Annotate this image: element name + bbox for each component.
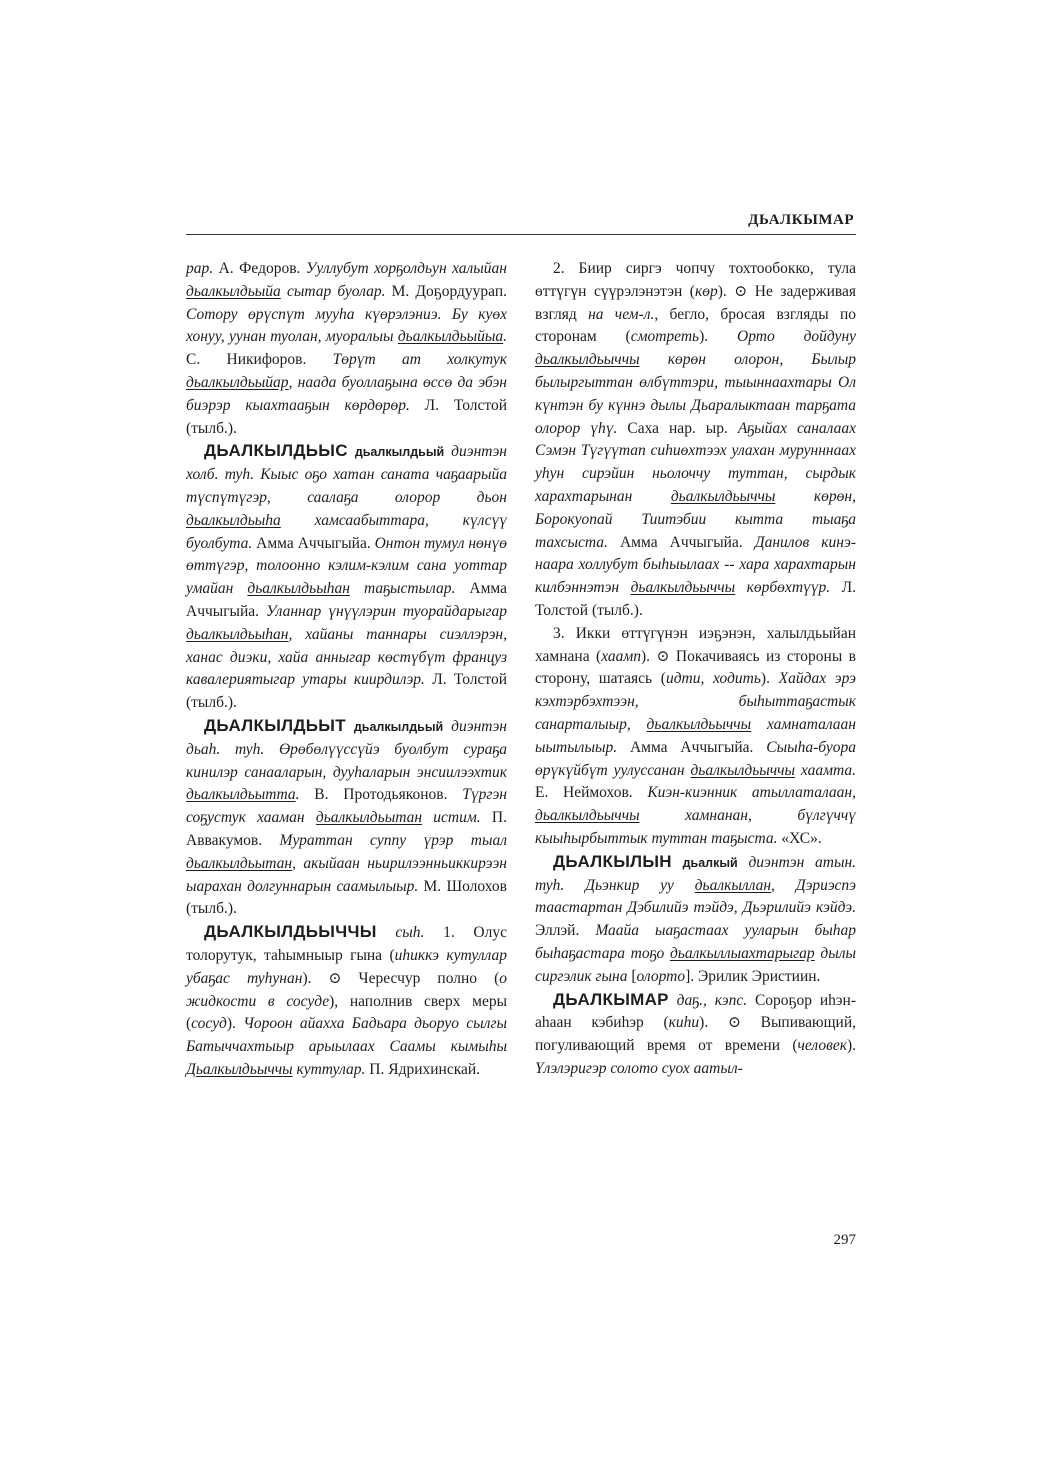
example-text: , хайаны таннары сиэллэрэн, ханас диэки, хайа анныгар көстүбүт француз кавалериятыгар утары киирдилэр. <box>186 625 507 689</box>
example-text: киһи <box>668 1014 700 1032</box>
example-text: сытар буолар. <box>280 282 386 300</box>
headword: ДЬАЛКЫМАР <box>553 989 669 1009</box>
plain-text: Л. Толстой (тылб.). <box>186 396 508 437</box>
entry-continuation <box>186 258 507 440</box>
example-text: куттулар. <box>292 1060 366 1078</box>
plain-text: ). <box>699 328 738 346</box>
plain-text: Амма Аччыгыйа. <box>186 580 507 620</box>
highlighted-example <box>647 716 752 733</box>
dictionary-entry <box>186 440 507 715</box>
plain-text: ). ⊙ Не задерживая взгляд <box>535 282 856 323</box>
source-word: дьалкылдьый <box>354 445 445 460</box>
example-text: Киэн-киэнник атыллаталаан, <box>647 784 856 802</box>
example-text: Түргэн соҕустук хааман <box>186 786 507 827</box>
plain-text: 2. Биир сиргэ чопчу тохтообокко, тула өттүгүн сүүрэлэнэтэн ( <box>535 260 856 300</box>
plain-text <box>672 854 683 871</box>
example-text: диэнтэн дьаһ. туһ. Өрөбөлүүссүйэ буолбут сураҕа кинилэр санааларын, дууһаларын энсиилээхтик <box>186 717 507 781</box>
example-text: хамсаабыттара, күлсүү буолбута. <box>186 511 507 552</box>
highlighted-word: дьалкылдьыччы <box>690 761 796 779</box>
plain-text: Л. Толстой (тылб.). <box>535 579 856 619</box>
example-text: Аҕыйах саналаах Сэмэн Түгүүтап сиһиөхтээх улахан мурунннаах уһун сирэйин ньолоччу туттан, сырдык харахтарынан <box>535 419 857 505</box>
header-rule <box>186 234 856 235</box>
highlighted-example <box>631 579 736 596</box>
highlighted-word: Дьалкылдьыччы <box>186 1060 293 1078</box>
example-text: , наада буоллаҕына өссө да эбэн биэрэр кыахтааҕын көрдөрөр. <box>186 373 507 414</box>
headword: ДЬАЛКЫЛДЬЫТ <box>204 715 346 735</box>
example-text: Сотору өрүспүт мууһа күөрэлэниэ. Бу куөх хонуу, уунан туолан, муоралыы <box>186 305 507 346</box>
running-head: ДЬАЛКЫМАР <box>748 212 854 228</box>
example-text: көрбөхтүүр. <box>735 579 831 597</box>
plain-text: ). <box>226 1015 244 1033</box>
highlighted-word: дьалкылдьытта <box>186 786 296 804</box>
plain-text: Е. Неймохов. <box>535 784 648 802</box>
plain-text: В. Протодьяконов. <box>299 786 463 804</box>
highlighted-word: дьалкылдьыйыа <box>397 328 504 346</box>
example-text: диэнтэн атын. туһ. Дьэнкир уу <box>535 853 857 894</box>
plain-text: ). <box>760 670 779 688</box>
example-text: Ууллубут хорҕолдьун халыйан <box>305 260 507 277</box>
example-text: Уланнар үнүүлэрин туорайдарыгар <box>266 602 507 620</box>
highlighted-example <box>186 374 289 391</box>
example-text: истим. <box>422 809 481 827</box>
highlighted-word: дьалкылдьытан <box>315 809 423 827</box>
plain-text: Амма Аччыгыйа. <box>252 534 375 552</box>
highlighted-word: дьалкылдьыччы <box>535 807 640 825</box>
example-text: Сыыһа-буора өрүкүйбүт уулуссанан <box>535 738 856 779</box>
example-text: Орто дойдуну <box>737 328 857 346</box>
example-text: смотреть <box>630 328 700 346</box>
plain-text: «ХС». <box>777 829 822 847</box>
plain-text: Амма Аччыгыйа. <box>607 533 755 551</box>
dictionary-entry <box>186 921 507 1082</box>
plain-text: А. Федоров. <box>213 260 306 277</box>
example-text: Онтон тумул нөнүө өттүгэр, толооннo кэлим-кэлим сана уоттар умайан <box>186 534 507 598</box>
highlighted-word: дьалкыллыахтарыгар <box>669 944 815 962</box>
highlighted-example <box>186 1061 293 1078</box>
highlighted-example <box>535 807 640 824</box>
example-text: Чороон айахха Бадьара дьоруо сылгы Батыччахтыыр арыылаах Саамы кымыһы <box>186 1015 507 1056</box>
dictionary-entry <box>535 258 856 623</box>
dictionary-entry <box>186 715 507 921</box>
plain-text: , бегло, бросая взгляды по сторонам ( <box>535 305 856 346</box>
headword: ДЬАЛКЫЛДЬЫС <box>204 441 348 461</box>
plain-text: Сороҕор иһэн-аһаан кэбиһэр ( <box>535 991 856 1032</box>
highlighted-word: дьалкылдьытан <box>186 854 293 872</box>
highlighted-word: дьалкылдьыччы <box>630 579 736 597</box>
highlighted-word: дьалкылдьыһан <box>186 625 289 643</box>
highlighted-word: дьалкылдьыччы <box>535 351 640 369</box>
highlighted-example <box>316 809 422 826</box>
example-text: Данилов кинэ-наара холлубут быһыылаах -- хара харахтарын килбэннэтэн <box>535 533 856 597</box>
highlighted-example <box>247 580 350 597</box>
example-text: Хайдах эрэ кэхтэрбэхтээн, быһыттаҕастык санарталыыр, <box>535 670 856 733</box>
example-text: рар. <box>186 260 214 277</box>
highlighted-word: дьалкылдьыйар <box>186 373 289 391</box>
plain-text: ). <box>846 1037 856 1055</box>
example-text: Мураттан суппу үрэр тыал <box>279 831 507 849</box>
headword: ДЬАЛКЫЛЫН <box>553 851 672 871</box>
example-text: олорто <box>636 967 686 985</box>
plain-text: 3. Икки өттүгүнэн иэҕэнэн, халылдьыйан хамнана ( <box>535 624 856 665</box>
example-text: таҕыстылар. <box>349 580 456 598</box>
source-word: дьалкылдьый <box>353 719 444 734</box>
example-text: хаамп <box>601 647 642 665</box>
plain-text: Л. Толстой (тылб.). <box>186 671 507 712</box>
plain-text: Эллэй. <box>535 922 596 940</box>
dictionary-entry <box>535 989 856 1081</box>
page-number: 297 <box>833 1232 856 1248</box>
highlighted-example <box>695 877 771 894</box>
plain-text: 1. Олус толорутук, таһымныыр гына ( <box>186 924 507 964</box>
plain-text: [ <box>627 967 637 985</box>
highlighted-example <box>186 855 292 872</box>
plain-text: ). ⊙ Покачиваясь из стороны в сторону, шатаясь ( <box>535 647 856 688</box>
plain-text: М. Шолохов (тылб.). <box>186 877 507 918</box>
right-column <box>535 258 856 1081</box>
example-text: хамнанан, бүлгүччү кыыһырбыттык туттан таҕыста. <box>535 807 856 847</box>
example-text: Маайа ыаҕастаах ууларын быһар быһаҕастара тоҕо <box>535 922 856 962</box>
plain-text <box>346 718 354 735</box>
headword: ДЬАЛКЫЛДЬЫЧЧЫ <box>204 922 377 942</box>
example-text: иһиккэ кутуллар убаҕас туһунан <box>186 946 507 987</box>
plain-text: ), наполнив сверх меры ( <box>186 992 507 1033</box>
plain-text: ]. Эрилик Эристиин. <box>685 967 821 985</box>
example-text: хаамта. <box>795 761 856 779</box>
example-text: человек <box>797 1037 847 1055</box>
highlighted-example <box>186 512 281 529</box>
plain-text: М. Доҕордуурап. <box>385 282 507 300</box>
plain-text: Амма Аччыгыйа. <box>617 738 767 756</box>
example-text: . <box>503 328 507 346</box>
highlighted-example <box>690 762 795 779</box>
example-text: хамнаталаан ыытылыыр. <box>535 715 856 756</box>
example-text: көрөн олорон, Былыр былыргыттан өлбүттэри, тыыннаахтары Ол күнтэн бу күннэ дылы Дьаралыктаан тарҕата олорор үһү. <box>535 351 856 437</box>
highlighted-example <box>398 328 503 345</box>
plain-text: С. Никифоров. <box>186 351 333 369</box>
example-text: , акыйаан ньирилээнньиккирээн ыарахан долгуннарын саамылыыр. <box>186 854 507 895</box>
highlighted-word: дьалкыллан <box>694 876 772 894</box>
example-text: көр <box>694 282 718 300</box>
dictionary-entry <box>535 623 856 851</box>
dictionary-entry <box>535 851 856 989</box>
example-text: дылы сиргэлик гына <box>535 944 856 985</box>
highlighted-example <box>671 488 776 505</box>
example-text: даҕ., кэпс. <box>668 991 748 1009</box>
example-text: сыһ. <box>376 924 425 942</box>
example-text: . <box>295 786 300 804</box>
example-text: көрөн, Борокуопай Тиитэбии кытта тыаҕа тахсыста. <box>535 487 856 551</box>
highlighted-example <box>186 786 296 803</box>
example-text: , Дэриэспэ таастартан Дэбилийэ тэйдэ, Дьэрилийэ кэйдэ. <box>535 876 856 917</box>
plain-text: П. Аввакумов. <box>186 809 507 849</box>
plain-text: ). ⊙ Выпивающий, погуливающий время от времени ( <box>535 1014 856 1055</box>
highlighted-example <box>670 945 815 962</box>
highlighted-word: дьалкылдьыччы <box>670 487 776 505</box>
highlighted-example <box>186 283 281 300</box>
example-text: Төрүт ат холкутук <box>332 351 507 369</box>
example-text: идти, ходить <box>665 670 761 688</box>
example-text: сосуд <box>191 1015 227 1033</box>
highlighted-example <box>535 351 640 368</box>
highlighted-word: дьалкылдьыһа <box>186 511 281 529</box>
example-text: на чем-л. <box>588 305 655 323</box>
left-column <box>186 258 507 1082</box>
plain-text <box>348 443 355 460</box>
example-text: диэнтэн холб. туһ. Кыыс оҕо хатан саната чаҕаарыйа түспүтүгэр, саалаҕа олорор дьон <box>186 443 507 506</box>
plain-text: ). ⊙ Чересчур полно ( <box>302 969 500 987</box>
highlighted-word: дьалкылдьыһан <box>247 580 350 598</box>
example-text: Үлэлэригэр солото суох аатыл- <box>535 1059 743 1077</box>
source-word: дьалкый <box>682 855 738 870</box>
plain-text: Саха нар. ыр. <box>617 419 738 437</box>
example-text: о жидкости в сосуде <box>186 969 508 1010</box>
highlighted-example <box>186 626 289 643</box>
highlighted-word: дьалкылдьыйа <box>186 282 281 300</box>
highlighted-word: дьалкылдьыччы <box>646 715 752 733</box>
plain-text: П. Ядрихинскай. <box>365 1060 481 1078</box>
